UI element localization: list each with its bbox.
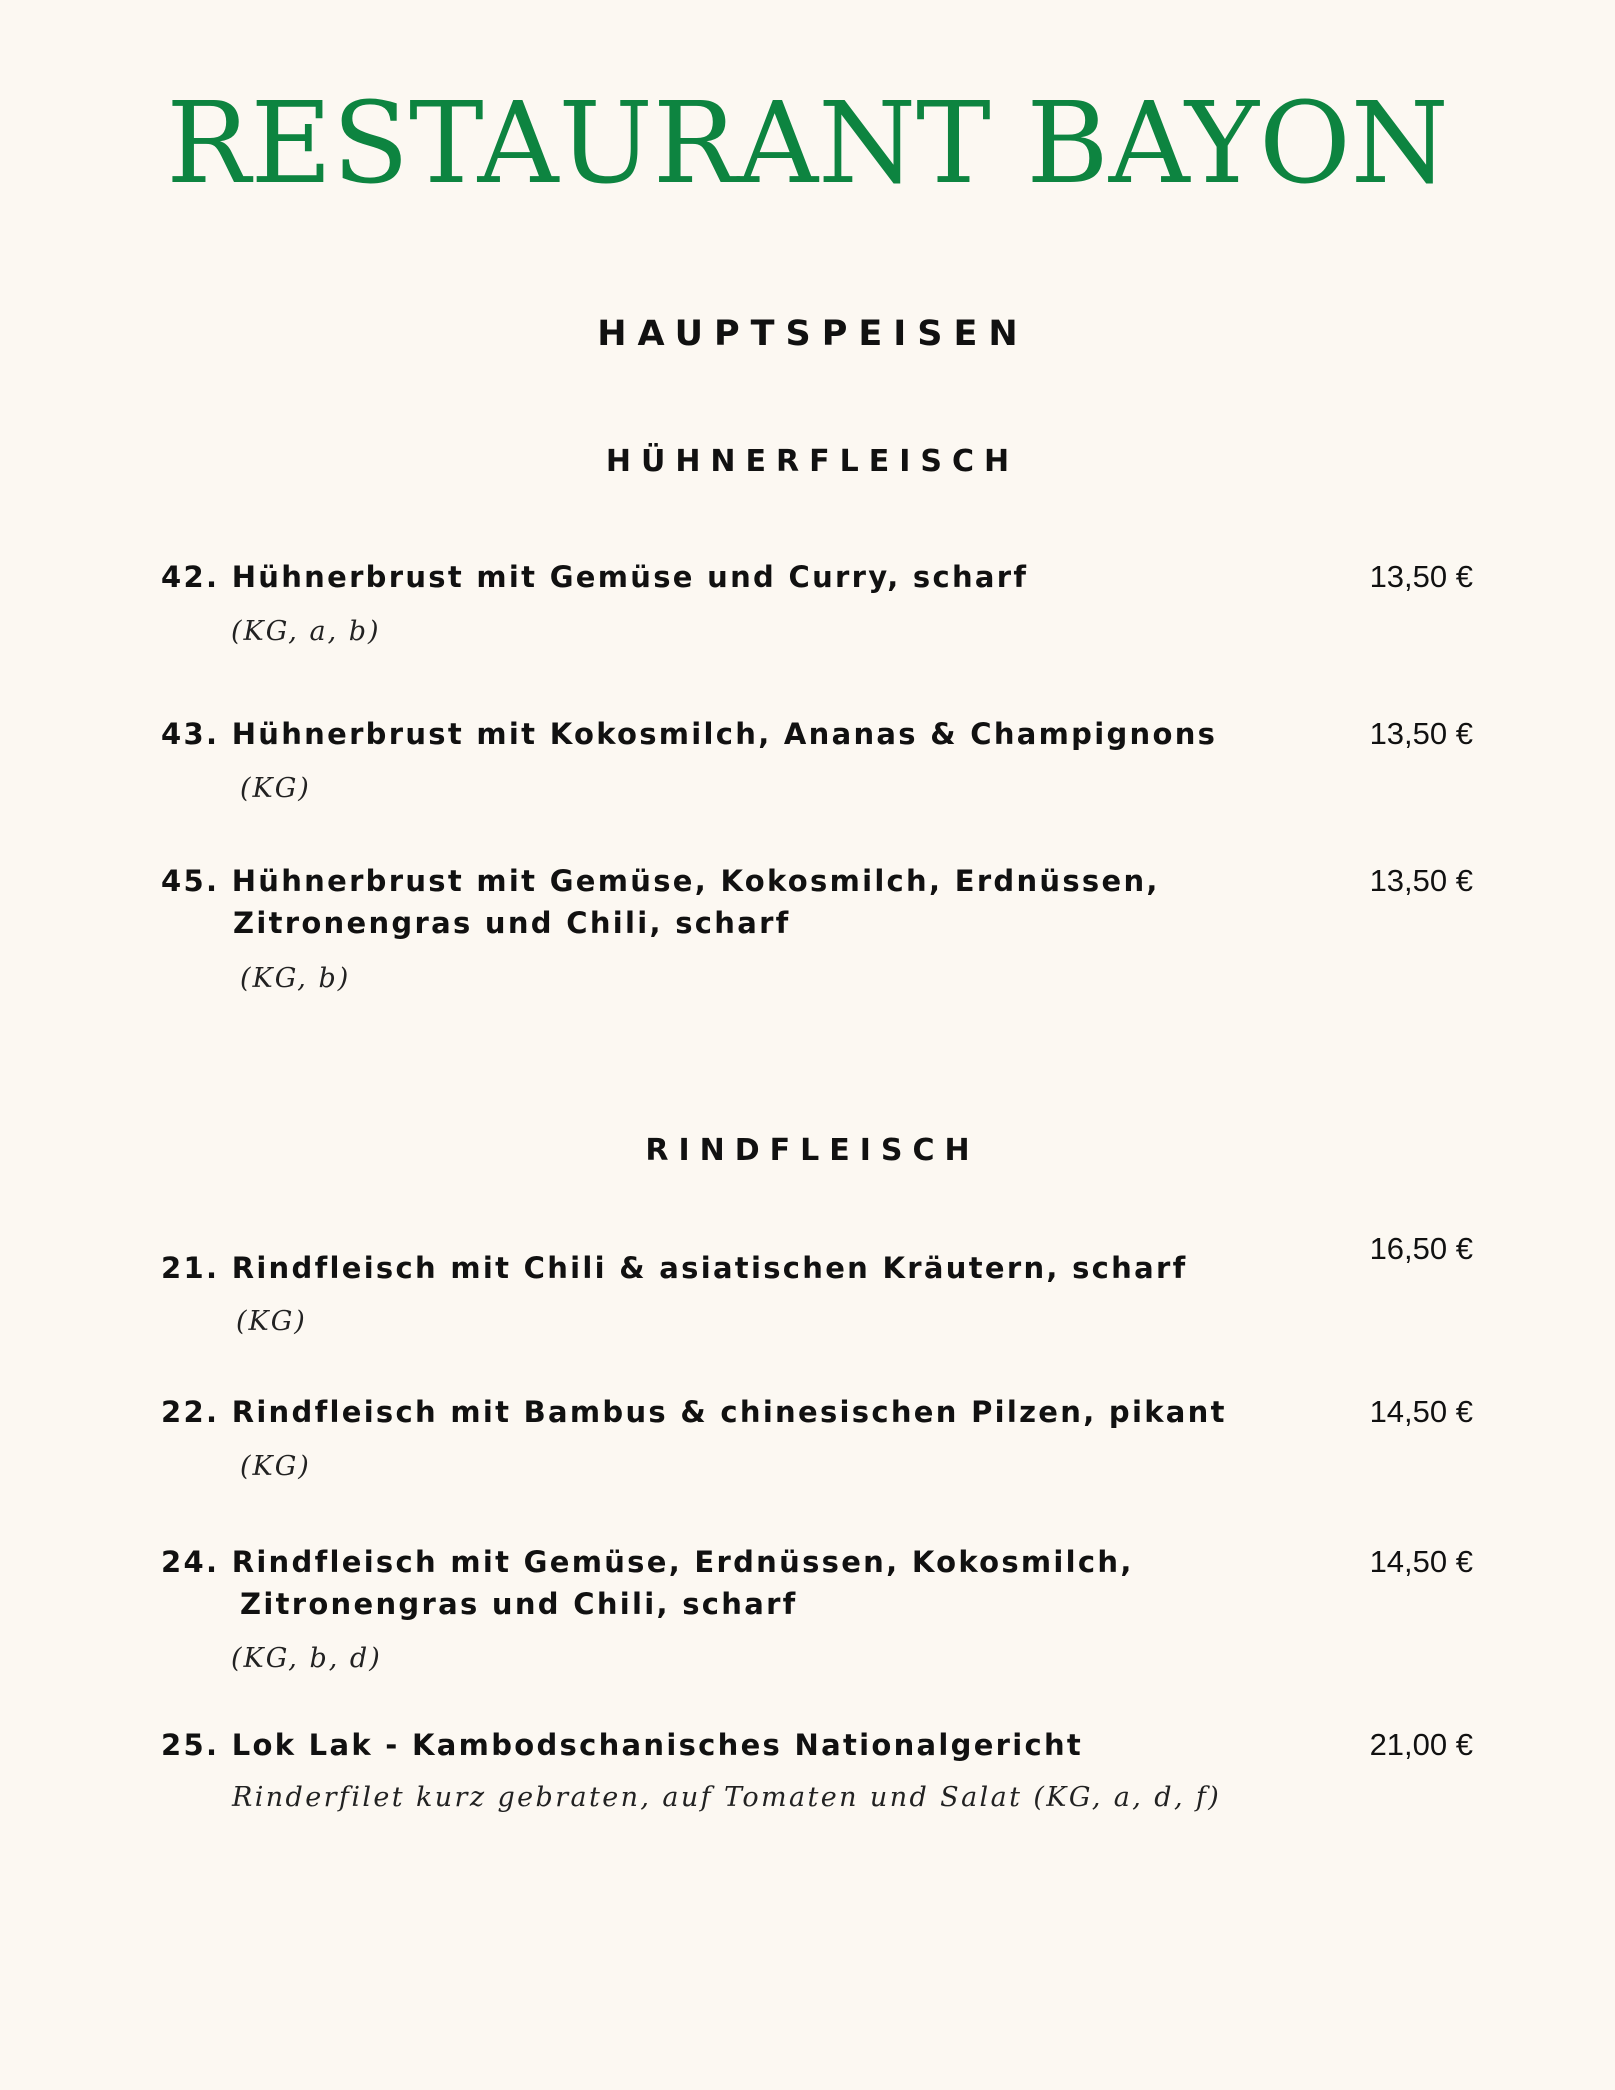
menu-item-price: 14,50 € [1369, 1544, 1473, 1579]
menu-item-price: 16,50 € [1369, 1231, 1473, 1266]
menu-item-title: Hühnerbrust mit Kokosmilch, Ananas & Champignons [231, 717, 1218, 751]
section-title-rindfleisch: RINDFLEISCH [645, 1133, 980, 1168]
menu-item-title-line2: Zitronengras und Chili, scharf [240, 1587, 798, 1621]
menu-item-title-line2: Zitronengras und Chili, scharf [233, 906, 791, 940]
menu-item-name [161, 713, 1217, 755]
menu-item-name [161, 1247, 1188, 1289]
menu-item-price: 13,50 € [1369, 863, 1473, 898]
menu-item-name [161, 1541, 1134, 1625]
menu-item-allergens: (KG) [240, 773, 311, 804]
menu-item-number: 24. [161, 1545, 220, 1579]
menu-item-description: Rinderfilet kurz gebraten, auf Tomaten und Salat (KG, a, d, f) [232, 1782, 1222, 1813]
menu-item-number: 22. [161, 1395, 220, 1429]
menu-item-title: Hühnerbrust mit Gemüse, Kokosmilch, Erdnüssen, [231, 864, 1160, 898]
menu-item-number: 45. [161, 864, 220, 898]
menu-item-price: 13,50 € [1369, 716, 1473, 751]
menu-item-allergens: (KG) [236, 1306, 307, 1337]
menu-heading: HAUPTSPEISEN [597, 314, 1029, 354]
menu-item-title: Rindfleisch mit Chili & asiatischen Kräutern, scharf [231, 1251, 1188, 1285]
menu-item-name [161, 556, 1028, 598]
menu-item-number: 43. [161, 717, 220, 751]
menu-item-allergens: (KG, b, d) [231, 1643, 382, 1674]
menu-item-title: Lok Lak - Kambodschanisches Nationalgericht [231, 1728, 1084, 1762]
menu-item-allergens: (KG, b) [240, 963, 351, 994]
menu-item-allergens: (KG, a, b) [231, 616, 381, 647]
menu-item-number: 42. [161, 560, 220, 594]
menu-item-name [161, 1391, 1227, 1433]
menu-item-name [161, 860, 1160, 944]
menu-item-number: 21. [161, 1251, 220, 1285]
menu-item-price: 21,00 € [1369, 1727, 1473, 1762]
restaurant-title: RESTAURANT BAYON [166, 79, 1449, 209]
menu-item-allergens: (KG) [240, 1451, 311, 1482]
menu-item-title: Rindfleisch mit Bambus & chinesischen Pilzen, pikant [231, 1395, 1227, 1429]
menu-item-price: 14,50 € [1369, 1394, 1473, 1429]
menu-item-name [161, 1724, 1083, 1766]
menu-item-number: 25. [161, 1728, 220, 1762]
menu-item-title: Hühnerbrust mit Gemüse und Curry, scharf [231, 560, 1029, 594]
menu-item-price: 13,50 € [1369, 559, 1473, 594]
menu-item-title: Rindfleisch mit Gemüse, Erdnüssen, Kokosmilch, [231, 1545, 1134, 1579]
section-title-huehnerfleisch: HÜHNERFLEISCH [605, 444, 1020, 479]
